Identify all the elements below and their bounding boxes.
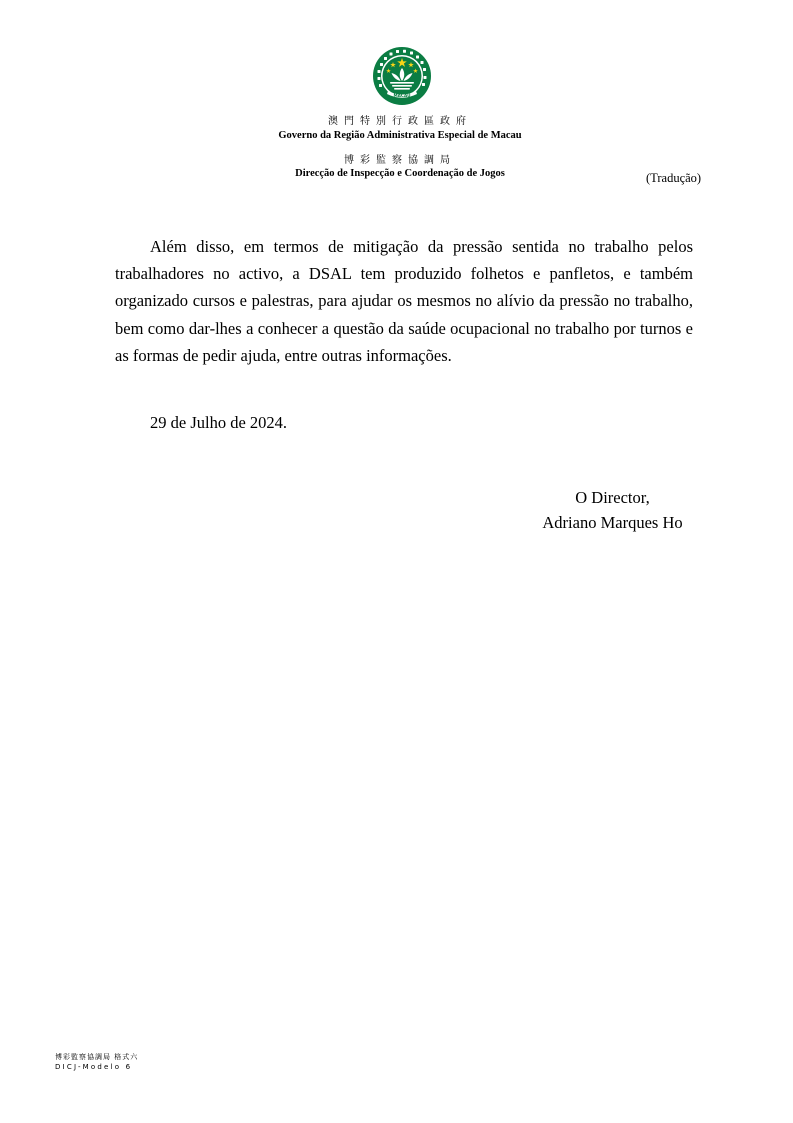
signature-block <box>520 486 705 535</box>
macau-emblem-icon <box>372 46 432 106</box>
department-name-chinese: 博彩監察協調局 <box>344 155 456 166</box>
document-date: 29 de Julho de 2024. <box>150 413 288 432</box>
signatory-name: Adriano Marques Ho <box>542 512 683 532</box>
footer-form-code: DICJ-Modelo 6 <box>55 1063 133 1071</box>
signatory-title: O Director, <box>575 488 650 507</box>
body-paragraph: Além disso, em termos de mitigação da pressão sentida no trabalho pelos trabalhadores no activo, a DSAL tem produzido folhetos e panfletos, e também organizado cursos e palestras, para ajudar os mesmos no alívio da pressão no trabalho, bem como dar-lhes a conhecer a questão da saúde ocupacional no trabalho por turnos e as formas de pedir ajuda, entre outras informações. <box>115 237 693 365</box>
form-footer <box>55 1052 138 1072</box>
government-name-chinese: 澳門特別行政區政府 <box>328 116 472 127</box>
emblem-label: MACAU <box>393 92 411 98</box>
footer-form-chinese: 博彩監察協調局 格式六 <box>55 1053 139 1061</box>
department-name-portuguese: Direcção de Inspecção e Coordenação de Jogos <box>295 168 505 179</box>
government-name-portuguese: Governo da Região Administrativa Especial de Macau <box>278 130 522 141</box>
translation-note: (Tradução) <box>646 171 702 185</box>
